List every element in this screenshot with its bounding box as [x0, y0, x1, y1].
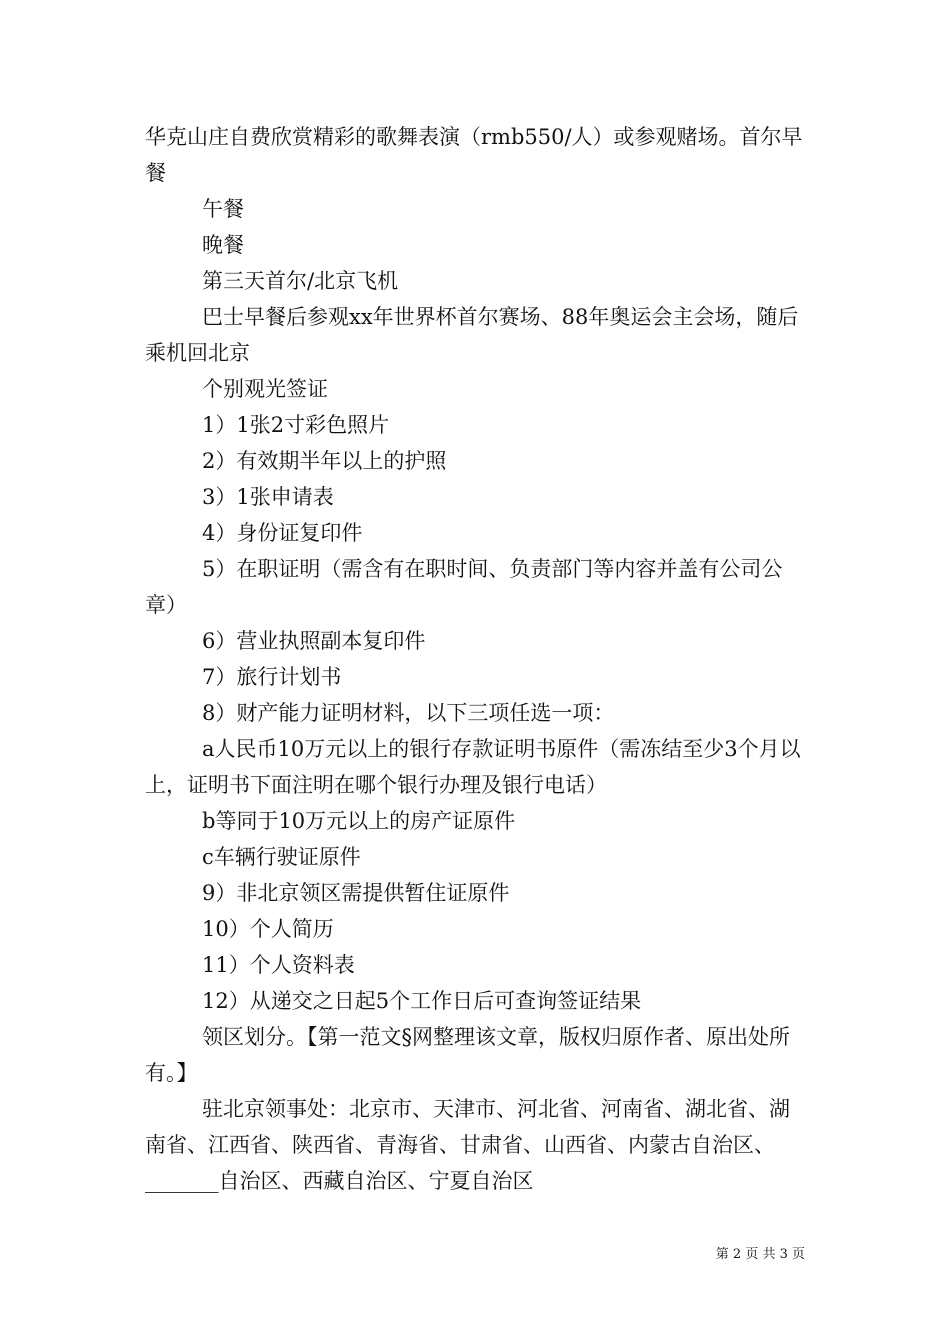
list-item: 5）在职证明（需含有在职时间、负责部门等内容并盖有公司公章）	[145, 557, 783, 617]
paragraph: 领区划分。【第一范文§网整理该文章，版权归原作者、原出处所有。】	[145, 1025, 790, 1085]
list-item: 9）非北京领区需提供暂住证原件	[202, 881, 510, 905]
list-item: 7）旅行计划书	[202, 665, 342, 689]
list-item: 10）个人简历	[202, 917, 334, 941]
paragraph: 巴士早餐后参观xx年世界杯首尔赛场、88年奥运会主会场，随后乘机回北京	[145, 305, 799, 365]
list-item: 12）从递交之日起5个工作日后可查询签证结果	[202, 989, 642, 1013]
paragraph: 华克山庄自费欣赏精彩的歌舞表演（rmb550/人）或参观赌场。首尔早餐	[145, 125, 803, 185]
list-item: b等同于10万元以上的房产证原件	[202, 809, 516, 833]
paragraph: 驻北京领事处：北京市、天津市、河北省、河南省、湖北省、湖南省、江西省、陕西省、青海省、甘肃省、山西省、内蒙古自治区、_______自治区、西藏自治区、宁夏自治区	[145, 1097, 790, 1193]
list-item: 3）1张申请表	[202, 485, 334, 509]
list-item: a人民币10万元以上的银行存款证明书原件（需冻结至少3个月以上，证明书下面注明在哪个银行办理及银行电话）	[145, 737, 801, 797]
list-item: 6）营业执照副本复印件	[202, 629, 426, 653]
list-item: 1）1张2寸彩色照片	[202, 413, 390, 437]
list-item: 11）个人资料表	[202, 953, 355, 977]
document-body	[145, 119, 810, 1199]
paragraph: 晚餐	[202, 233, 244, 257]
list-item: 4）身份证复印件	[202, 521, 363, 545]
paragraph: 午餐	[202, 197, 244, 221]
paragraph: 个别观光签证	[202, 377, 328, 401]
paragraph: 第三天首尔/北京飞机	[202, 269, 399, 293]
list-item: 8）财产能力证明材料，以下三项任选一项：	[202, 701, 615, 725]
list-item: 2）有效期半年以上的护照	[202, 449, 447, 473]
list-item: c车辆行驶证原件	[202, 845, 361, 869]
page-number: 第 2 页 共 3 页	[715, 1247, 805, 1262]
